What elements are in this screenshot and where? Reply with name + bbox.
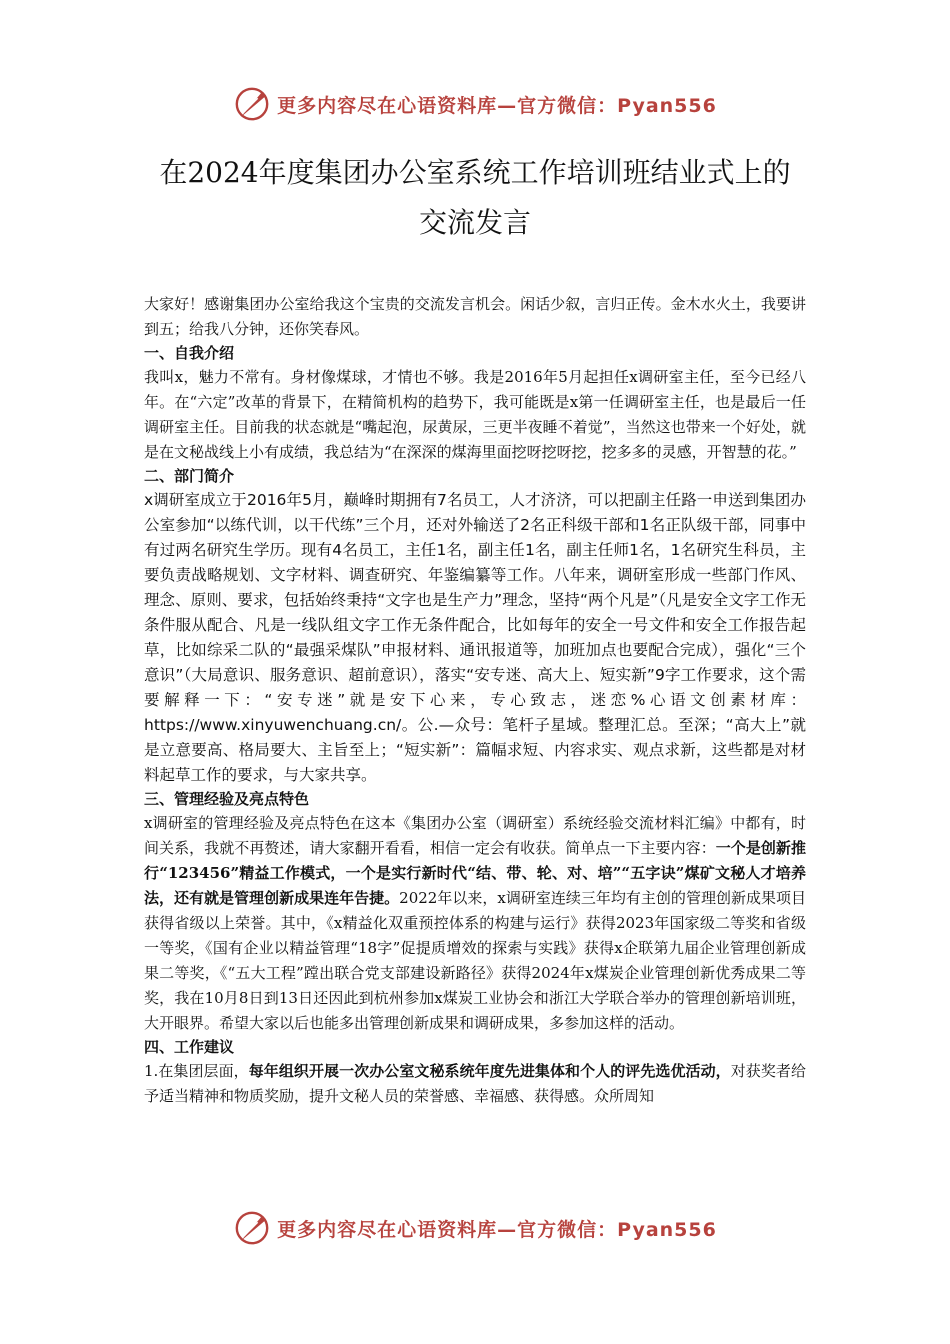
section-3-text: x调研室的管理经验及亮点特色在这本《集团办公室（调研室）系统经验交流材料汇编》中都有，时间关系，我就不再赘述，请大家翻开看看，相信一定会有收获。简单点一下主要内容：一个是创新推行“123456”精益工作模式，一个是实行新时代“结、带、轮、对、培”“五字诀”煤矿文秘人才培养法，还有就是管理创新成果连年告捷。2022年以来，x调研室连续三年均有主创的管理创新成果项目获得省级以上荣誉。其中，《x精益化双重预控体系的构建与运行》获得2023年国家级二等奖和省级一等奖，《国有企业以精益管理“18字”促提质增效的探索与实践》获得x企联第九届企业管理创新成果二等奖，《“五大工程”蹚出联合党支部建设新路径》获得2024年x煤炭企业管理创新优秀成果二等奖，我在10月8日到13日还因此到杭州参加x煤炭工业协会和浙江大学联合举办的管理创新培训班，大开眼界。希望大家以后也能多出管理创新成果和调研成果，多参加这样的活动。 [144, 814, 806, 1032]
intro-paragraph: 大家好！感谢集团办公室给我这个宝贵的交流发言机会。闲话少叙，言归正传。金木水火土，我要讲到五；给我八分钟，还你笑春风。 [144, 295, 806, 338]
section-4-heading: 四、工作建议 [144, 1038, 235, 1056]
section-1-heading: 一、自我介绍 [144, 344, 235, 362]
quill-logo-icon [233, 85, 271, 123]
section-2-heading: 二、部门简介 [144, 467, 235, 485]
section-1-text: 我叫x，魅力不常有。身材像煤球，才情也不够。我是2016年5月起担任x调研室主任，至今已经八年。在“六定”改革的背景下，在精简机构的趋势下，我可能既是x第一任调研室主任，也是最后一任调研室主任。目前我的状态就是“嘴起泡，尿黄尿，三更半夜睡不着觉”，当然这也带来一个好处，就是在文秘战线上小有成绩，我总结为“在深深的煤海里面挖呀挖呀挖，挖多多的灵感，开智慧的花。” [144, 368, 806, 461]
footer-banner [0, 1208, 950, 1248]
banner-text: 更多内容尽在心语资料库—官方微信：Pyan556 [277, 1218, 717, 1241]
section-2-text: x调研室成立于2016年5月，巅峰时期拥有7名员工，人才济济，可以把副主任路一申送到集团办公室参加“以练代训，以干代练”三个月，还对外输送了2名正科级干部和1名正队级干部，同事中有过两名研究生学历。现有4名员工，主任1名，副主任1名，副主任师1名，1名研究生科员，主要负责战略规划、文字材料、调查研究、年鉴编纂等工作。八年来，调研室形成一些部门作风、理念、原则、要求，包括始终秉持“文字也是生产力”理念，坚持“两个凡是”（凡是安全文字工作无条件服从配合、凡是一线队组文字工作无条件配合，比如每年的安全一号文件和安全工作报告起草，比如综采二队的“最强采煤队”申报材料、通讯报道等，加班加点也要配合完成），强化“三个意识”（大局意识、服务意识、超前意识），落实“安专迷、高大上、短实新”9字工作要求，这个需要解释一下：“安专迷”就是安下心来，专心致志，迷恋%心语文创素材库：https://www.xinyuwenchuang.cn/。公.—众号：笔杆子星域。整理汇总。至深；“高大上”就是立意要高、格局要大、主旨至上；“短实新”：篇幅求短、内容求实、观点求新，这些都是对材料起草工作的要求，与大家共享。 [144, 491, 806, 784]
banner-text: 更多内容尽在心语资料库—官方微信：Pyan556 [277, 94, 717, 117]
section-3-heading: 三、管理经验及亮点特色 [144, 790, 310, 808]
title-line-1: 在2024年度集团办公室系统工作培训班结业式上的 [159, 156, 791, 189]
document-body [144, 292, 806, 1109]
title-line-2: 交流发言 [418, 206, 531, 239]
document-title [100, 148, 850, 248]
section-4-text: 1.在集团层面，每年组织开展一次办公室文秘系统年度先进集体和个人的评先选优活动，对获奖者给予适当精神和物质奖励，提升文秘人员的荣誉感、幸福感、获得感。众所周知 [144, 1062, 806, 1105]
quill-logo-icon [233, 1209, 271, 1247]
header-banner [0, 84, 950, 124]
